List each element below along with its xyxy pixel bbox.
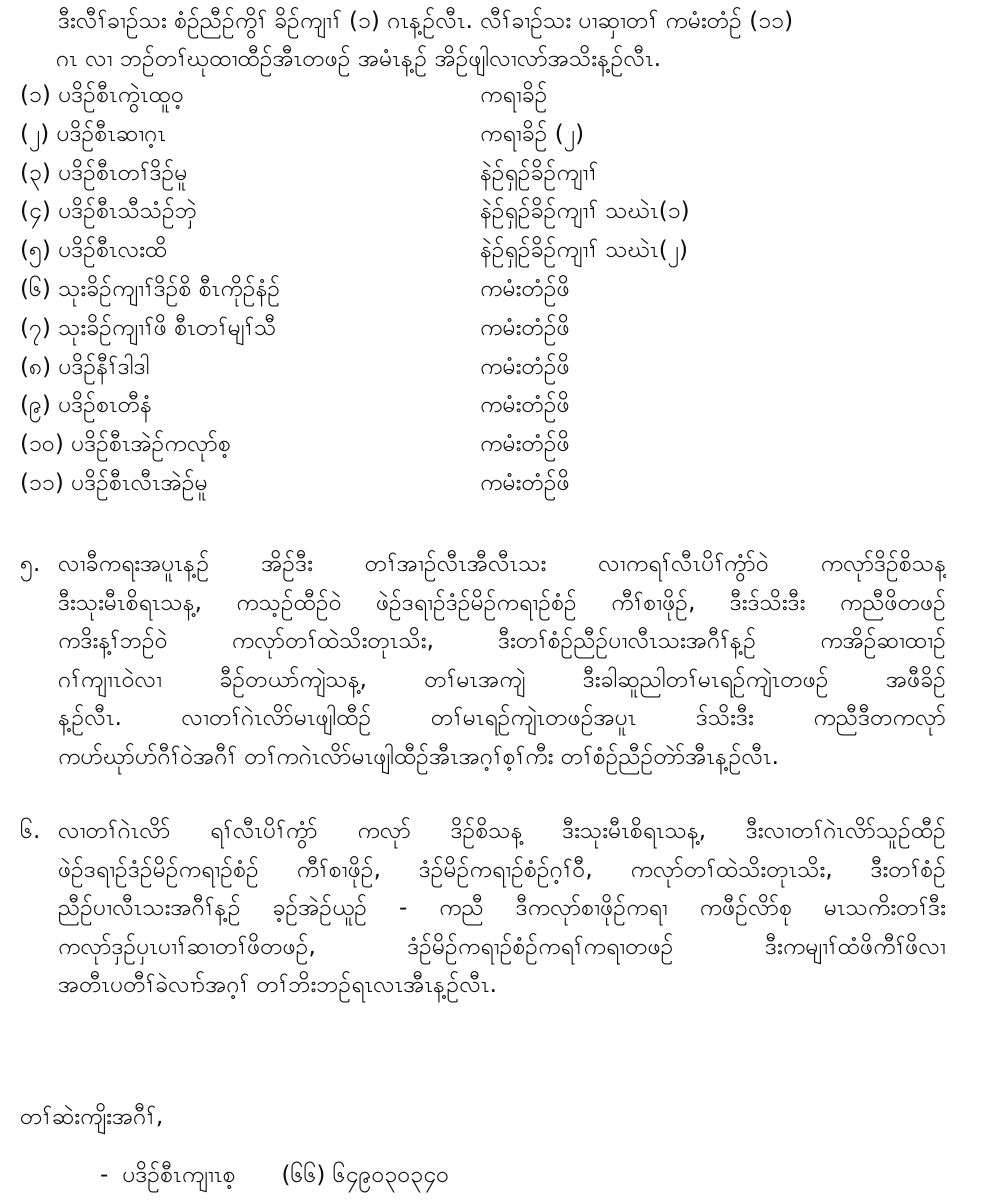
intro-paragraph [58,2,958,78]
member-row [20,309,980,348]
committee-member-list [20,76,980,503]
contact-name: ပဒိဉ်စီၤကျၢၤစ့ [122,1162,236,1188]
paragraph-number: ၆. [20,818,41,844]
member-row [20,192,980,231]
member-name: (၃) ပဒိဉ်စီၤတၢ်ဒိဉ်မူ [20,159,188,186]
paragraph-line: လၢခီကရးအပူၤန့ဉ် အိဉ်ဒီး တၢ်အၢဉ်လီၤအီလီၤသး လၢကရၢ်လီၤပိၢ်ကွံာ်ဝဲ ကလုာ်ဒိဉ်စိသန့ [58,551,946,577]
member-role: နဲဉ်ရှဉ်ခိဉ်ကျၢၢ် သဃဲၤ(၁) [480,198,690,225]
member-role: နဲဉ်ရှဉ်ခိဉ်ကျၢၢ် [480,159,599,186]
paragraph-body [58,812,946,1005]
paragraph-line: န့ဉ်လီၤ. လၢတၢ်ဂဲၤလိာ်မၤဖျါထီဉ် တၢ်မၤရဉ်ကျဲၤတဖဉ်အပူၤ ဒ်သိးဒီး ကညီဒီတကလုာ် [58,705,946,731]
member-name: (၂) ပဒိဉ်စီၤဆၢဂ့ၤ [20,120,167,147]
member-role: ကမံးတံဉ်ဖိ [480,469,570,496]
contact-dash: - [100,1162,109,1188]
paragraph-line: ကဒိးန့ၢ်ဘဉ်ဝဲ ကလုာ်တၢ်ထဲသိးတုၤသိး, ဒီးတၢ်စံဉ်ညီဉ်ပၢလီၤသးအဂီၢ်န့ဉ် ကအိဉ်ဆၢထၢဉ် [58,628,946,654]
member-role: ကရၢခိဉ် [480,82,548,108]
member-name: (၁) ပဒိဉ်စီၤကွဲၤထူဝ့ [20,82,184,108]
member-name: (၆) သုးခိဉ်ကျၢၢ်ဒိဉ်စိ စီၤကိုဉ်နံဉ် [20,275,281,302]
member-role: ကမံးတံဉ်ဖိ [480,431,570,458]
member-role: ကမံးတံဉ်ဖိ [480,353,570,380]
paragraph-line: ဒီးသုးမီၤစိရၤသန့, ကသ့ဉ်ထီဉ်ဝဲ ဖဲဉ်ဒရၢဉ်ဒံဉ်မိဉ်ကရၢဉ်စံဉ် ကီၢ်စၢဖိုဉ်, ဒီးဒ်သိးဒီး ကညီဖိတဖဉ် [58,589,946,616]
paragraph-body [58,545,946,776]
intro-line-2: ဂၤ လၢ ဘဉ်တၢ်ဃုထၢထီဉ်အီၤတဖဉ် အမံၤန့ဉ် အိဉ်ဖျါလၢလာ်အသိးန့ဉ်လီၤ. [56,46,662,72]
member-row [20,270,980,309]
member-role: ကရၢခိဉ် (၂) [480,120,585,147]
paragraph-line: ကလုာ်ဒှဉ်ပှၤပၢၢ်ဆၢတၢ်ဖိတဖဉ်, ဒံဉ်မိဉ်ကရၢဉ်စံဉ်ကရၢ်ကရၢတဖဉ် ဒီးကမျၢၢ်ထံဖိကီၢ်ဖိလၢ [58,933,946,960]
paragraph-line: ညီဉ်ပၢလီၤသးအဂီၢ်န့ဉ် ခ့ဉ်အဲဉ်ယူဉ် - ကညီ ဒီကလုာ်စၢဖိုဉ်ကရၢ ကဖီဉ်လိာ်စု မၤသကိးတၢ်ဒီး [58,895,946,921]
paragraph-line: ကပာ်ဃုာ်ပာ်ဂီၢ်ဝဲအဂီၢ် တၢ်ကဂဲၤလိာ်မၤဖျါထီဉ်အီၤအဂ့ၢ်စ့ၢ်ကီး တၢ်စံဉ်ညီဉ်တဲာ်အီၤန့ဉ်လီၤ. [58,743,779,770]
member-row [20,154,980,193]
paragraph-line: လၢတၢ်ဂဲၤလိာ် ရၢ်လီၤပိၢ်ကွံာ် ကလုာ် ဒိဉ်စိသန့ ဒီးသုးမီၤစိရၤသန့, ဒီးလၢတၢ်ဂဲၤလိာ်သူဉ်ထီဉ် [58,818,946,844]
member-row [20,348,980,387]
contact-phone: (၆၆) ၆၄၉၀၃၀၃၄၀ [281,1162,450,1188]
paragraph-line: ဖဲဉ်ဒရၢဉ်ဒံဉ်မိဉ်ကရၢဉ်စံဉ် ကီၢ်စၢဖိုဉ်, ဒံဉ်မိဉ်ကရၢဉ်စံဉ်ဂ့ၢ်ဝီ, ကလုာ်တၢ်ထဲသိးတုၤသိး, ဒီးတၢ်စံဉ် [58,856,946,883]
member-role: ကမံးတံဉ်ဖိ [480,314,570,341]
member-name: (၁၀) ပဒိဉ်စီၤအဲဉ်ကလုာ်စ့ [20,431,231,458]
member-row [20,425,980,464]
member-name: (၁၁) ပဒိဉ်စီၤလီၤအဲဉ်မူ [20,469,208,496]
member-name: (၅) ပဒိဉ်စီၤလးထိ [20,237,168,264]
closing-line: တၢ်ဆဲးကျိးအဂီၢ်, [20,1104,164,1130]
member-role: ကမံးတံဉ်ဖိ [480,275,570,302]
paragraph-line: ဂၢ်ကျၢၤဝဲလၢ ခီဉ်တယာ်ကျဲသန့, တၢ်မၤအကျဲ ဒီးခါဆူညါတၢ်မၤရဉ်ကျဲၤတဖဉ် အဖီခိဉ် [58,666,946,693]
contact-line [100,1156,449,1194]
member-row [20,464,980,503]
member-row [20,115,980,154]
paragraph-line: အတီၤပတီၢ်ခဲလၢာ်အဂ့ၢ် တၢ်ဘိးဘဉ်ရၤလၤအီၤန့ဉ်လီၤ. [58,972,497,998]
member-name: (၉) ပဒိဉ်စၤတီနံ [20,392,152,419]
member-role: နဲဉ်ရှဉ်ခိဉ်ကျၢၢ် သဃဲၤ(၂) [480,237,688,264]
member-name: (၄) ပဒိဉ်စီၤသီသံဉ်ဘှဲ [20,198,198,225]
intro-line-1: ဒီးလီၢ်ခၢဉ်သး စံဉ်ညီဉ်ကွိၢ် ခိဉ်ကျၢၢ် (၁) ဂၤန့ဉ်လီၤ. လီၢ်ခၢဉ်သး ပၢဆှၢတၢ် ကမံးတံဉ် (၁၁) [58,8,794,34]
member-name: (၇) သုးခိဉ်ကျၢၢ်ဖိ စီၤတၢ်မျၢ်သီ [20,314,277,341]
member-name: (၈) ပဒိဉ်နီၢ်ဒါဒါ [20,353,150,380]
member-row [20,386,980,425]
member-row [20,231,980,270]
paragraph-number: ၅. [20,551,41,577]
member-role: ကမံးတံဉ်ဖိ [480,392,570,419]
member-row [20,76,980,115]
